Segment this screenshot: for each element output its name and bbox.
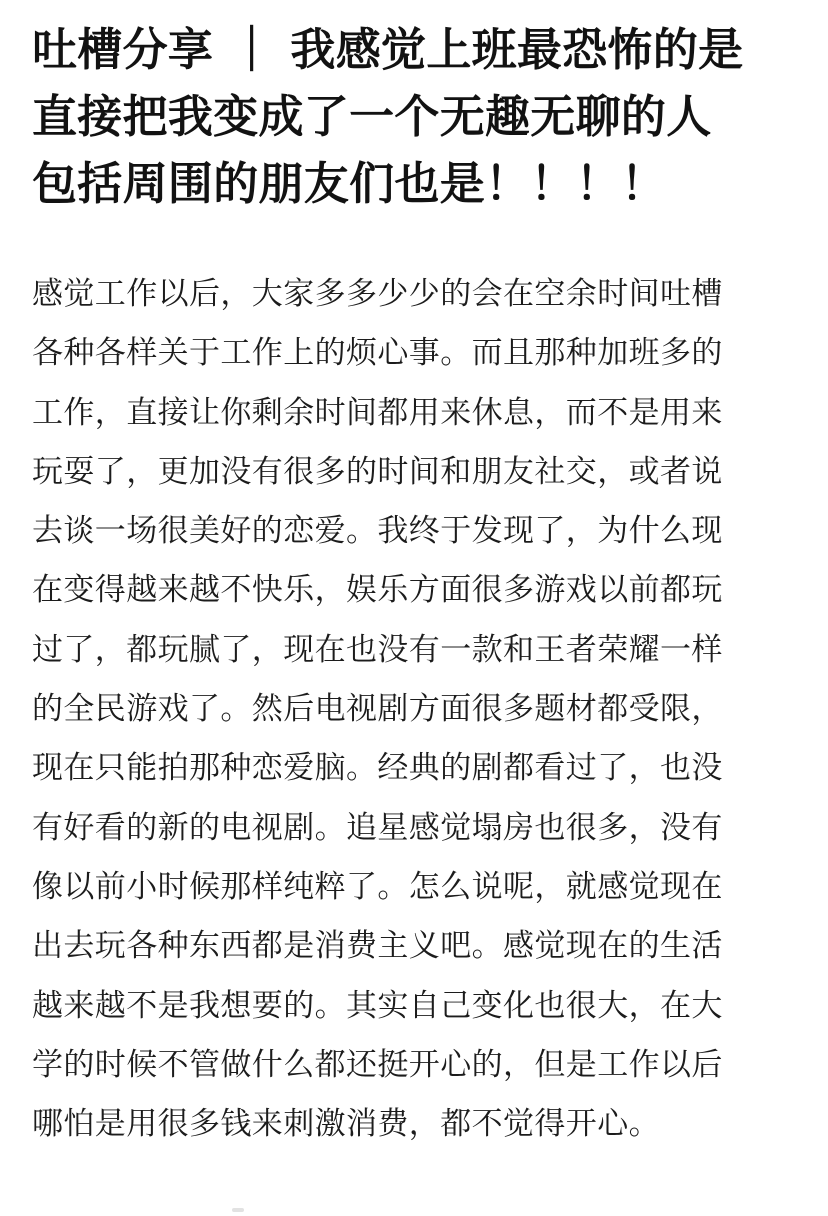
post-body-line: 在变得越来越不快乐，娱乐方面很多游戏以前都玩 — [32, 572, 723, 609]
post-body-line: 现在只能拍那种恋爱脑。经典的剧都看过了，也没 — [32, 750, 723, 787]
post-body-line: 出去玩各种东西都是消费主义吧。感觉现在的生活 — [32, 928, 723, 965]
post-body-line: 感觉工作以后，大家多多少少的会在空余时间吐槽 — [32, 276, 723, 312]
post-title-line: 直接把我变成了一个无趣无聊的人 — [32, 90, 712, 143]
post-body-line: 去谈一场很美好的恋爱。我终于发现了，为什么现 — [32, 513, 723, 550]
post-body — [32, 265, 802, 1154]
post-body-line: 学的时候不管做什么都还挺开心的，但是工作以后 — [32, 1046, 723, 1083]
post-body-line: 玩耍了，更加没有很多的时间和朋友社交，或者说 — [32, 453, 723, 490]
post-body-line: 的全民游戏了。然后电视剧方面很多题材都受限， — [32, 691, 723, 728]
post-body-line: 各种各样关于工作上的烦心事。而且那种加班多的 — [32, 335, 723, 372]
post — [32, 16, 802, 217]
post-body-line: 越来越不是我想要的。其实自己变化也很大，在大 — [32, 987, 723, 1024]
post-body-line: 过了，都玩腻了，现在也没有一款和王者荣耀一样 — [32, 631, 723, 668]
post-body-line: 工作，直接让你剩余时间都用来休息，而不是用来 — [32, 394, 723, 431]
post-title-line: 包括周围的朋友们也是！！！！ — [32, 157, 667, 210]
post-body-line: 有好看的新的电视剧。追星感觉塌房也很多，没有 — [32, 809, 723, 846]
post-title — [32, 16, 802, 217]
scroll-hint — [232, 1208, 244, 1212]
post-title-line: 吐槽分享 ｜ 我感觉上班最恐怖的是 — [32, 23, 744, 76]
post-body-line: 哪怕是用很多钱来刺激消费，都不觉得开心。 — [32, 1106, 660, 1143]
post-body-line: 像以前小时候那样纯粹了。怎么说呢，就感觉现在 — [32, 868, 723, 905]
